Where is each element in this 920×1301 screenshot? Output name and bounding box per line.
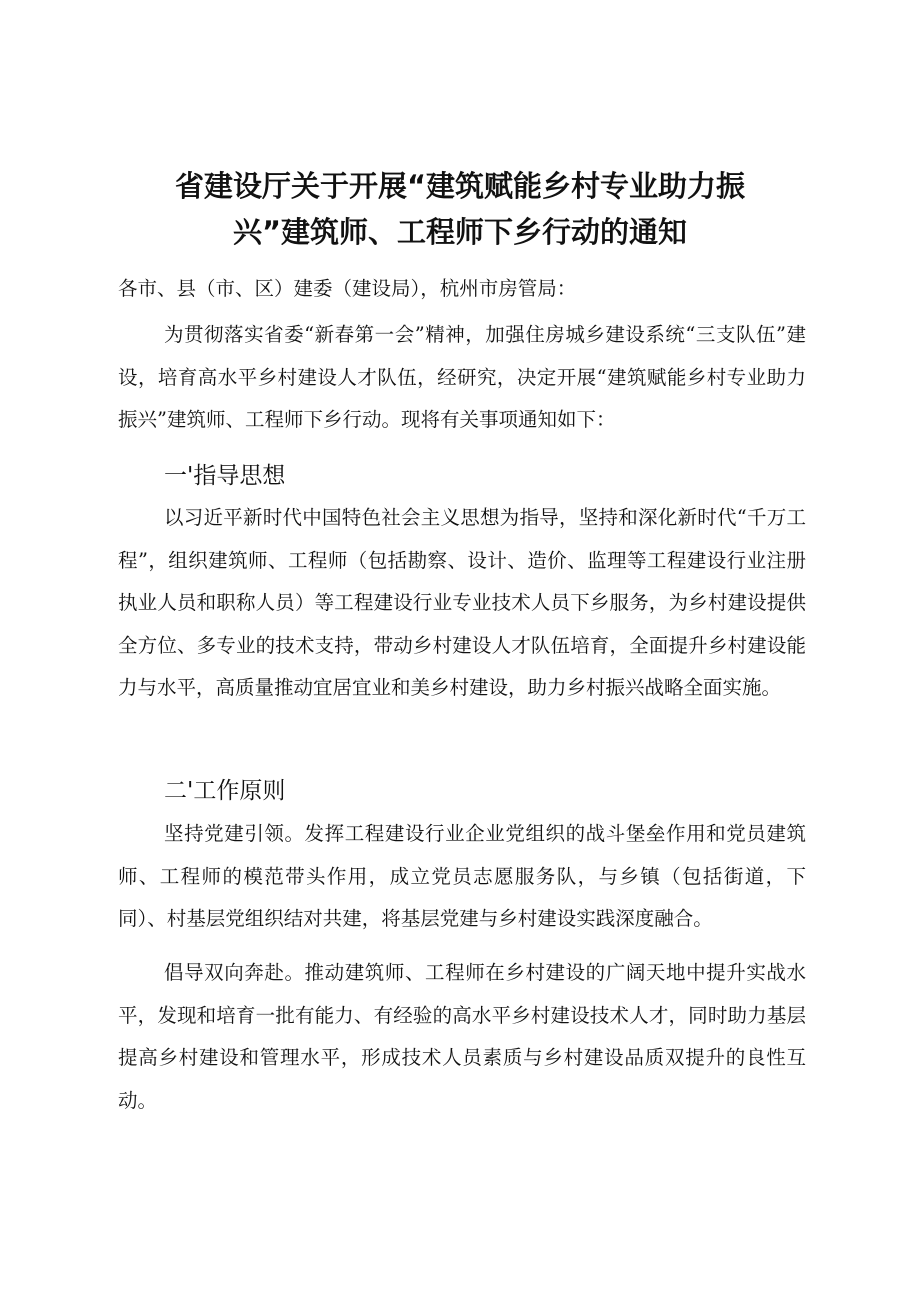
section-2-paragraph-1: 坚持党建引领。发挥工程建设行业企业党组织的战斗堡垒作用和党员建筑师、工程师的模范带头作用，成立党员志愿服务队，与乡镇（包括街道，下同）、村基层党组织结对共建，将基层党建与乡村建设实践深度融合。 — [118, 822, 806, 930]
salutation: 各市、县（市、区）建委（建设局），杭州市房管局： — [118, 277, 577, 300]
document-title-line-1: 省建设厅关于开展“建筑赋能乡村专业助力振 — [174, 169, 746, 203]
section-2-paragraph-2: 倡导双向奔赴。推动建筑师、工程师在乡村建设的广阔天地中提升实战水平，发现和培育一批有能力、有经验的高水平乡村建设技术人才，同时助力基层提高乡村建设和管理水平，形成技术人员素质与乡村建设品质双提升的良性互动。 — [118, 961, 806, 1112]
intro-paragraph: 为贯彻落实省委“新春第一会”精神，加强住房城乡建设系统“三支队伍”建设，培育高水平乡村建设人才队伍，经研究，决定开展“建筑赋能乡村专业助力振兴”建筑师、工程师下乡行动。现将有关事项通知如下： — [118, 323, 806, 431]
section-heading-work-principles: 二'工作原则 — [164, 778, 286, 804]
section-1-paragraph: 以习近平新时代中国特色社会主义思想为指导，坚持和深化新时代“千万工程”，组织建筑师、工程师（包括勘察、设计、造价、监理等工程建设行业注册执业人员和职称人员）等工程建设行业专业技术人员下乡服务，为乡村建设提供全方位、多专业的技术支持，带动乡村建设人才队伍培育，全面提升乡村建设能力与水平，高质量推动宜居宜业和美乡村建设，助力乡村振兴战略全面实施。 — [118, 506, 806, 699]
section-heading-guiding-ideology: 一'指导思想 — [164, 463, 286, 489]
document-title-line-2: 兴”建筑师、工程师下乡行动的通知 — [232, 215, 688, 249]
